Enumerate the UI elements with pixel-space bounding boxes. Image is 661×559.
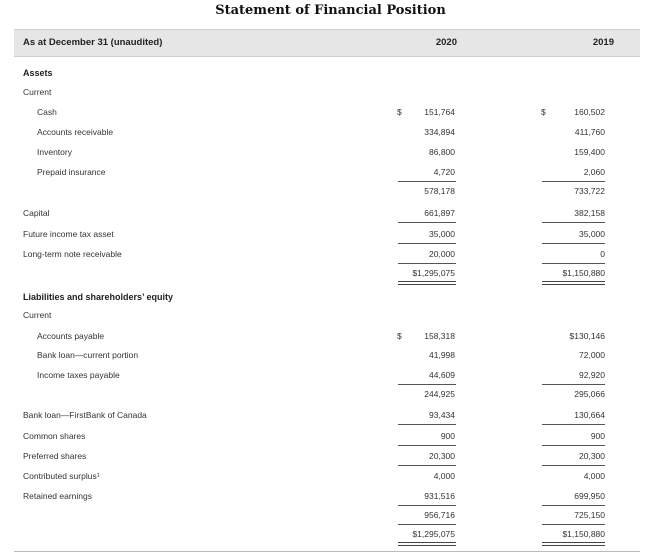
liab-subtotal-rule-2019 xyxy=(542,384,605,385)
total-liab-equity-2020: $1,295,075 xyxy=(412,529,455,539)
capital-2020: 661,897 xyxy=(424,208,455,218)
preferred-shares-rule-2019 xyxy=(542,465,605,466)
common-shares-rule-2019 xyxy=(542,445,605,446)
statement-title: Statement of Financial Position xyxy=(215,3,446,18)
retained-earnings-2019: 699,950 xyxy=(574,491,605,501)
preferred-shares-label: Preferred shares xyxy=(23,451,87,461)
assets-subtotal-rule-2019 xyxy=(542,181,605,182)
common-shares-2019: 900 xyxy=(590,431,605,441)
assets-current-subtotal-2020: 578,178 xyxy=(424,186,455,196)
ltnr-label: Long-term note receivable xyxy=(23,249,122,259)
header-label: As at December 31 (unaudited) xyxy=(23,37,163,48)
common-shares-rule-2020 xyxy=(398,445,456,446)
bank-firstbank-2019: 130,664 xyxy=(574,410,605,420)
capital-rule-2020 xyxy=(398,222,456,223)
liabilities-heading: Liabilities and shareholders’ equity xyxy=(23,292,174,302)
assets-current-label: Current xyxy=(23,87,52,97)
assets-current-subtotal-2019: 733,722 xyxy=(574,186,605,196)
retained-earnings-label: Retained earnings xyxy=(23,491,92,501)
fita-rule-2019 xyxy=(542,243,605,244)
equity-subtotal-rule-2020 xyxy=(398,505,456,506)
common-shares-2020: 900 xyxy=(440,431,455,441)
bank-firstbank-rule-2019 xyxy=(542,424,605,425)
ltnr-2019: 0 xyxy=(600,249,605,259)
total-liab-double-rule-2020 xyxy=(398,542,456,546)
cash-2020-currency: $ xyxy=(397,107,402,117)
total-assets-2019: $1,150,880 xyxy=(562,268,605,278)
ar-2020: 334,894 xyxy=(424,127,455,137)
ap-2020-currency: $ xyxy=(397,331,402,341)
retained-earnings-2020: 931,516 xyxy=(424,491,455,501)
bank-current-2019: 72,000 xyxy=(579,350,605,360)
table-header xyxy=(14,29,640,57)
capital-2019: 382,158 xyxy=(574,208,605,218)
preferred-shares-rule-2020 xyxy=(398,465,456,466)
equity-subtotal-rule-2019 xyxy=(542,505,605,506)
cash-label: Cash xyxy=(37,107,57,117)
fita-label: Future income tax asset xyxy=(23,229,114,239)
ltnr-rule-2019 xyxy=(542,263,605,264)
assets-subtotal-rule-2020 xyxy=(398,181,456,182)
total-liab-double-rule-2019 xyxy=(542,542,605,546)
ar-2019: 411,760 xyxy=(574,127,605,137)
contributed-surplus-2019: 4,000 xyxy=(583,471,605,481)
liab-current-subtotal-2020: 244,925 xyxy=(424,389,455,399)
contributed-surplus-label: Contributed surplus¹ xyxy=(23,471,100,481)
bank-current-2020: 41,998 xyxy=(429,350,455,360)
bank-current-label: Bank loan—current portion xyxy=(37,350,139,360)
prepaid-2020: 4,720 xyxy=(433,167,455,177)
prepaid-2019: 2,060 xyxy=(583,167,605,177)
header-year-2019: 2019 xyxy=(592,37,614,48)
contributed-surplus-2020: 4,000 xyxy=(433,471,455,481)
ap-2020: 158,318 xyxy=(424,331,455,341)
taxes-2019: 92,920 xyxy=(579,370,605,380)
preferred-shares-2019: 20,300 xyxy=(579,451,605,461)
capital-label: Capital xyxy=(23,208,50,218)
ltnr-rule-2020 xyxy=(398,263,456,264)
fita-2019: 35,000 xyxy=(579,229,605,239)
cash-2019-currency: $ xyxy=(541,107,546,117)
capital-rule-2019 xyxy=(542,222,605,223)
taxes-2020: 44,609 xyxy=(429,370,455,380)
bank-firstbank-rule-2020 xyxy=(398,424,456,425)
total-liab-rule-2020 xyxy=(398,524,456,525)
common-shares-label: Common shares xyxy=(23,431,86,441)
ap-label: Accounts payable xyxy=(37,331,105,341)
preferred-shares-2020: 20,300 xyxy=(429,451,455,461)
ar-label: Accounts receivable xyxy=(37,127,114,137)
equity-subtotal-2020: 956,716 xyxy=(424,510,455,520)
inventory-2020: 86,800 xyxy=(429,147,455,157)
table-bottom-rule xyxy=(14,551,640,552)
ltnr-2020: 20,000 xyxy=(429,249,455,259)
fita-rule-2020 xyxy=(398,243,456,244)
liabilities-current-label: Current xyxy=(23,310,52,320)
cash-2019: 160,502 xyxy=(574,107,605,117)
bank-firstbank-label: Bank loan—FirstBank of Canada xyxy=(23,410,147,420)
total-assets-double-rule-2019 xyxy=(542,281,605,285)
bank-firstbank-2020: 93,434 xyxy=(429,410,455,420)
fita-2020: 35,000 xyxy=(429,229,455,239)
total-liab-equity-2019: $1,150,880 xyxy=(562,529,605,539)
liab-current-subtotal-2019: 295,066 xyxy=(574,389,605,399)
total-liab-rule-2019 xyxy=(542,524,605,525)
total-assets-2020: $1,295,075 xyxy=(412,268,455,278)
cash-2020: 151,764 xyxy=(424,107,455,117)
ap-2019: $130,146 xyxy=(569,331,605,341)
inventory-label: Inventory xyxy=(37,147,72,157)
prepaid-label: Prepaid insurance xyxy=(37,167,106,177)
total-assets-double-rule-2020 xyxy=(398,281,456,285)
assets-heading: Assets xyxy=(23,68,53,78)
header-year-2020: 2020 xyxy=(435,37,457,48)
inventory-2019: 159,400 xyxy=(574,147,605,157)
equity-subtotal-2019: 725,150 xyxy=(574,510,605,520)
taxes-label: Income taxes payable xyxy=(37,370,120,380)
liab-subtotal-rule-2020 xyxy=(398,384,456,385)
